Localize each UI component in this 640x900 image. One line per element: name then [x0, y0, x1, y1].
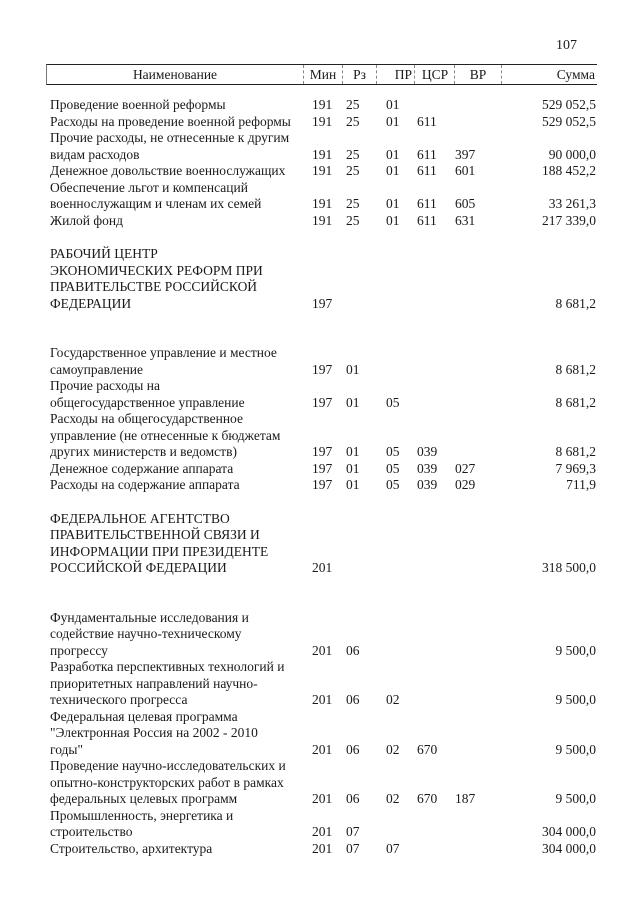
row-rz: 25	[346, 113, 360, 129]
row-name: Разработка перспективных технологий и приоритетных направлений научно-технического прогресса	[50, 659, 285, 707]
row-sum: 90 000,0	[548, 146, 596, 162]
row-vr: 631	[455, 212, 476, 228]
row-name: Денежное содержание аппарата	[50, 460, 234, 476]
table-row-section	[50, 246, 596, 312]
row-vr: 601	[455, 163, 476, 178]
row-name: Промышленность, энергетика и строительство	[50, 807, 234, 839]
row-sum: 318 500,0	[542, 560, 596, 575]
row-name: Проведение научно-исследовательских и опытно-конструкторских работ в рамках федеральных целевых программ	[50, 758, 286, 806]
table-row	[50, 808, 596, 841]
header-rz: Рз	[343, 65, 377, 84]
table-row	[50, 163, 596, 180]
row-pr: 05	[386, 460, 400, 476]
budget-table	[50, 97, 596, 857]
table-header	[46, 64, 597, 85]
row-min: 201	[312, 560, 333, 575]
row-name: Федеральная целевая программа "Электронная Россия на 2002 - 2010 годы"	[50, 708, 258, 757]
row-min: 197	[312, 394, 333, 410]
table-row	[50, 345, 596, 378]
row-csr: 611	[417, 212, 437, 228]
row-rz: 07	[346, 840, 360, 856]
row-sum: 529 052,5	[542, 97, 596, 112]
row-min: 197	[312, 295, 333, 311]
row-csr: 670	[417, 791, 438, 806]
row-pr: 02	[386, 741, 400, 757]
row-min: 201	[312, 824, 333, 839]
row-min: 191	[312, 196, 333, 211]
row-name: Проведение военной реформы	[50, 97, 226, 112]
row-sum: 529 052,5	[542, 113, 596, 129]
row-rz: 25	[346, 163, 360, 178]
table-row	[50, 213, 596, 230]
row-csr: 039	[417, 460, 438, 476]
row-rz: 01	[346, 477, 360, 492]
row-sum: 8 681,2	[555, 444, 596, 459]
table-row	[50, 114, 596, 131]
row-min: 201	[312, 791, 333, 806]
row-rz: 07	[346, 824, 360, 839]
row-rz: 06	[346, 692, 360, 707]
row-name: Расходы на проведение военной реформы	[50, 113, 291, 129]
row-rz: 25	[346, 146, 360, 162]
row-name: РАБОЧИЙ ЦЕНТР ЭКОНОМИЧЕСКИХ РЕФОРМ ПРИ ПРАВИТЕЛЬСТВЕ РОССИЙСКОЙ ФЕДЕРАЦИИ	[50, 246, 263, 311]
row-vr: 027	[455, 460, 476, 476]
row-rz: 01	[346, 460, 360, 476]
row-csr: 611	[417, 146, 437, 162]
row-csr: 670	[417, 741, 438, 757]
header-pr: ПР	[377, 65, 415, 84]
row-pr: 05	[386, 394, 400, 410]
row-name: Прочие расходы на общегосударственное управление	[50, 378, 245, 410]
row-sum: 188 452,2	[542, 163, 596, 178]
row-min: 201	[312, 692, 333, 707]
row-pr: 02	[386, 692, 400, 707]
page-number: 107	[556, 38, 577, 53]
row-sum: 9 500,0	[555, 692, 596, 707]
header-sum: Сумма	[556, 67, 595, 82]
row-csr: 039	[417, 477, 438, 492]
row-pr: 05	[386, 477, 400, 492]
row-sum: 9 500,0	[555, 741, 596, 757]
row-min: 191	[312, 97, 333, 112]
row-pr: 01	[386, 163, 400, 178]
row-rz: 06	[346, 741, 360, 757]
row-sum: 711,9	[566, 477, 596, 492]
row-csr: 611	[417, 163, 437, 178]
table-row	[50, 97, 596, 114]
row-pr: 07	[386, 840, 400, 856]
row-min: 191	[312, 146, 333, 162]
row-min: 201	[312, 642, 333, 658]
row-rz: 01	[346, 444, 360, 459]
row-vr: 029	[455, 477, 476, 492]
row-min: 197	[312, 444, 333, 459]
table-row	[50, 461, 596, 478]
row-min: 197	[312, 361, 333, 377]
row-sum: 304 000,0	[542, 824, 596, 839]
table-row	[50, 610, 596, 660]
header-vr: ВР	[455, 65, 502, 84]
row-min: 201	[312, 840, 333, 856]
row-rz: 01	[346, 394, 360, 410]
row-min: 197	[312, 477, 333, 492]
row-sum: 33 261,3	[548, 196, 596, 211]
row-name: Фундаментальные исследования и содействие научно-техническому прогрессу	[50, 609, 249, 658]
row-rz: 06	[346, 791, 360, 806]
header-min: Мин	[304, 65, 343, 84]
row-pr: 01	[386, 97, 400, 112]
row-min: 197	[312, 460, 333, 476]
row-sum: 217 339,0	[542, 212, 596, 228]
row-sum: 8 681,2	[555, 394, 596, 410]
row-name: Расходы на общегосударственное управление (не отнесенные к бюджетам других министерств и ведомств)	[50, 411, 281, 459]
row-pr: 01	[386, 113, 400, 129]
table-row	[50, 659, 596, 709]
row-rz: 25	[346, 212, 360, 228]
row-pr: 01	[386, 146, 400, 162]
row-min: 201	[312, 741, 333, 757]
row-csr: 039	[417, 444, 438, 459]
table-row	[50, 130, 596, 163]
table-row	[50, 477, 596, 494]
row-name: Государственное управление и местное самоуправление	[50, 345, 277, 377]
row-name: Расходы на содержание аппарата	[50, 477, 240, 492]
row-vr: 187	[455, 791, 476, 806]
row-csr: 611	[417, 196, 437, 211]
row-sum: 7 969,3	[555, 460, 596, 476]
header-name: Наименование	[47, 65, 304, 84]
row-rz: 01	[346, 361, 360, 377]
row-pr: 02	[386, 791, 400, 806]
row-vr: 605	[455, 196, 476, 211]
row-name: Обеспечение льгот и компенсаций военнослужащим и членам их семей	[50, 179, 262, 211]
row-name: Жилой фонд	[50, 212, 123, 228]
row-pr: 05	[386, 444, 400, 459]
table-row	[50, 411, 596, 461]
row-min: 191	[312, 163, 333, 178]
row-sum: 9 500,0	[555, 642, 596, 658]
row-name: Денежное довольствие военнослужащих	[50, 163, 286, 178]
header-csr: ЦСР	[416, 65, 455, 84]
row-name: Строительство, архитектура	[50, 840, 213, 856]
table-row	[50, 841, 596, 858]
row-name: Прочие расходы, не отнесенные к другим видам расходов	[50, 130, 290, 162]
row-sum: 8 681,2	[555, 295, 596, 311]
table-row	[50, 180, 596, 213]
row-name: ФЕДЕРАЛЬНОЕ АГЕНТСТВО ПРАВИТЕЛЬСТВЕННОЙ СВЯЗИ И ИНФОРМАЦИИ ПРИ ПРЕЗИДЕНТЕ РОССИЙСКОЙ ФЕДЕРАЦИИ	[50, 510, 269, 575]
row-rz: 06	[346, 642, 360, 658]
row-csr: 611	[417, 113, 437, 129]
row-rz: 25	[346, 97, 360, 112]
row-min: 191	[312, 113, 333, 129]
table-row	[50, 758, 596, 808]
row-sum: 304 000,0	[542, 840, 596, 856]
table-row-section	[50, 511, 596, 577]
row-sum: 9 500,0	[555, 791, 596, 806]
table-row	[50, 709, 596, 759]
row-pr: 01	[386, 212, 400, 228]
row-rz: 25	[346, 196, 360, 211]
row-min: 191	[312, 212, 333, 228]
row-pr: 01	[386, 196, 400, 211]
table-row	[50, 378, 596, 411]
row-vr: 397	[455, 146, 476, 162]
row-sum: 8 681,2	[555, 361, 596, 377]
